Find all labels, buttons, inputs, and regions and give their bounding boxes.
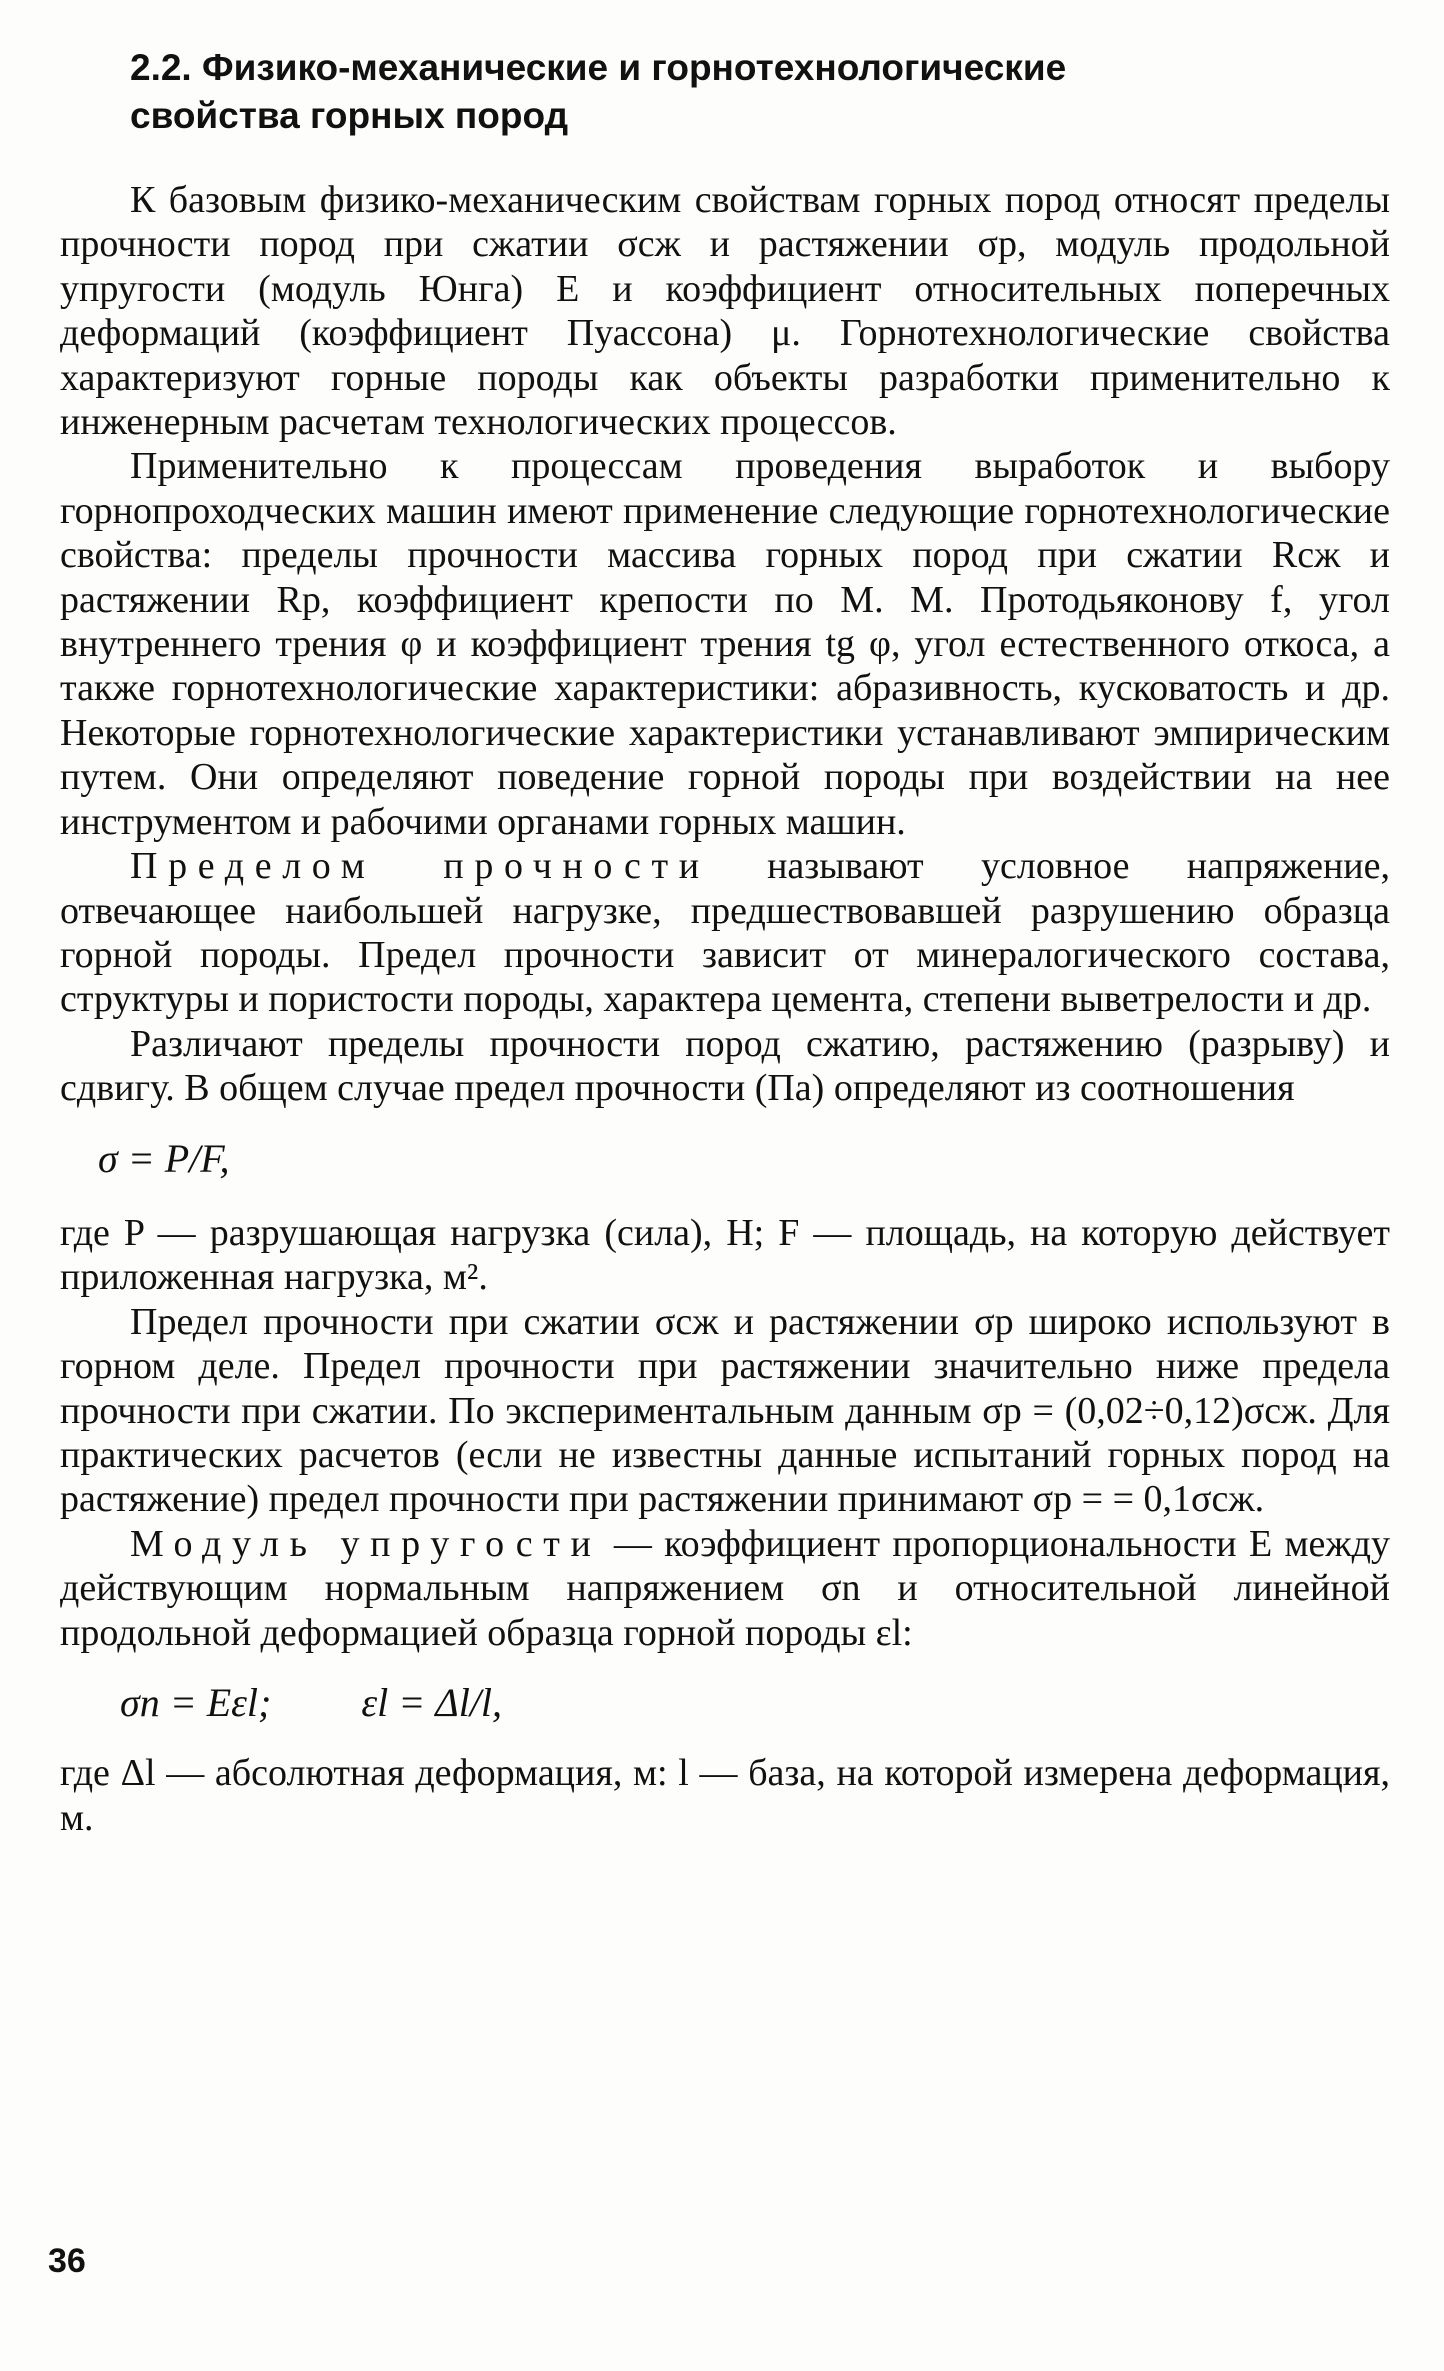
- section-heading-line-2: свойства горных пород: [130, 95, 569, 136]
- paragraph-basic-properties: К базовым физико-механическим свойствам горных пород относят пределы прочности пород при сжатии σсж и растяжении σр, модуль продольной упругости (модуль Юнга) E и коэффициент относительных поперечных деформаций (коэффициент Пуассона) μ. Горнотехнологические свойства характеризуют горные породы как объекты разработки применительно к инженерным расчетам технологических процессов.: [60, 179, 1390, 444]
- strength-limit-definition: называют условное напряжение, отвечающее наибольшей нагрузке, предшествовавшей разрушению образца горной породы. Предел прочности зависит от минералогического состава, структуры и пористости породы, характера цемента, степени выветрелости и др.: [60, 845, 1390, 1021]
- paragraph-formula-legend: где P — разрушающая нагрузка (сила), Н; F — площадь, на которую действует приложенная нагрузка, м².: [60, 1211, 1390, 1299]
- term-elastic-modulus: Модуль упругости: [130, 1522, 602, 1565]
- paragraph-compression-tension: Предел прочности при сжатии σсж и растяжении σр широко используют в горном деле. Предел прочности при растяжении значительно ниже предела прочности при сжатии. По экспериментальным данным σр = (0,02÷0,12)σсж. Для практических расчетов (если не известны данные испытаний горных пород на растяжение) предел прочности при растяжении принимают σр = = 0,1σсж.: [60, 1300, 1390, 1521]
- paragraph-mining-properties: Применительно к процессам проведения выработок и выбору горнопроходческих машин имеют применение следующие горнотехнологические свойства: пределы прочности массива горных пород при сжатии Rсж и растяжении Rр, коэффициент крепости по М. М. Протодьяконову f, угол внутреннего трения φ и коэффициент трения tg φ, угол естественного откоса, а также горнотехнологические характеристики: абразивность, кусковатость и др. Некоторые горнотехнологические характеристики устанавливают эмпирическим путем. Они определяют поведение горной породы при воздействии на нее инструментом и рабочими органами горных машин.: [60, 445, 1390, 843]
- elastic-modulus-definition: — коэффициент пропорциональности E между действующим нормальным напряжением σn и относительной линейной продольной деформацией образца горной породы εl:: [60, 1522, 1390, 1654]
- formula-sigma: σ = P/F,: [98, 1135, 230, 1181]
- paragraph-strength-limit: [60, 844, 1390, 1022]
- formula-hooke-strain: εl = Δl/l,: [361, 1680, 503, 1725]
- page-number: 36: [48, 2242, 86, 2280]
- paragraph-deformation-legend: где Δl — абсолютная деформация, м: l — база, на которой измерена деформация, м.: [60, 1752, 1390, 1839]
- term-strength-limit: Пределом прочности: [130, 845, 710, 888]
- paragraph-elastic-modulus: [60, 1522, 1390, 1655]
- section-heading: [130, 44, 1380, 140]
- formula-hooke-stress: σn = Eεl;: [120, 1680, 272, 1725]
- paragraph-strength-types: Различают пределы прочности пород сжатию, растяжению (разрыву) и сдвигу. В общем случае предел прочности (Па) определяют из соотношения: [60, 1022, 1390, 1110]
- formula-hooke: [60, 1681, 1390, 1725]
- body-text: [60, 178, 1390, 1840]
- section-heading-line-1: 2.2. Физико-механические и горнотехнологические: [130, 47, 1067, 88]
